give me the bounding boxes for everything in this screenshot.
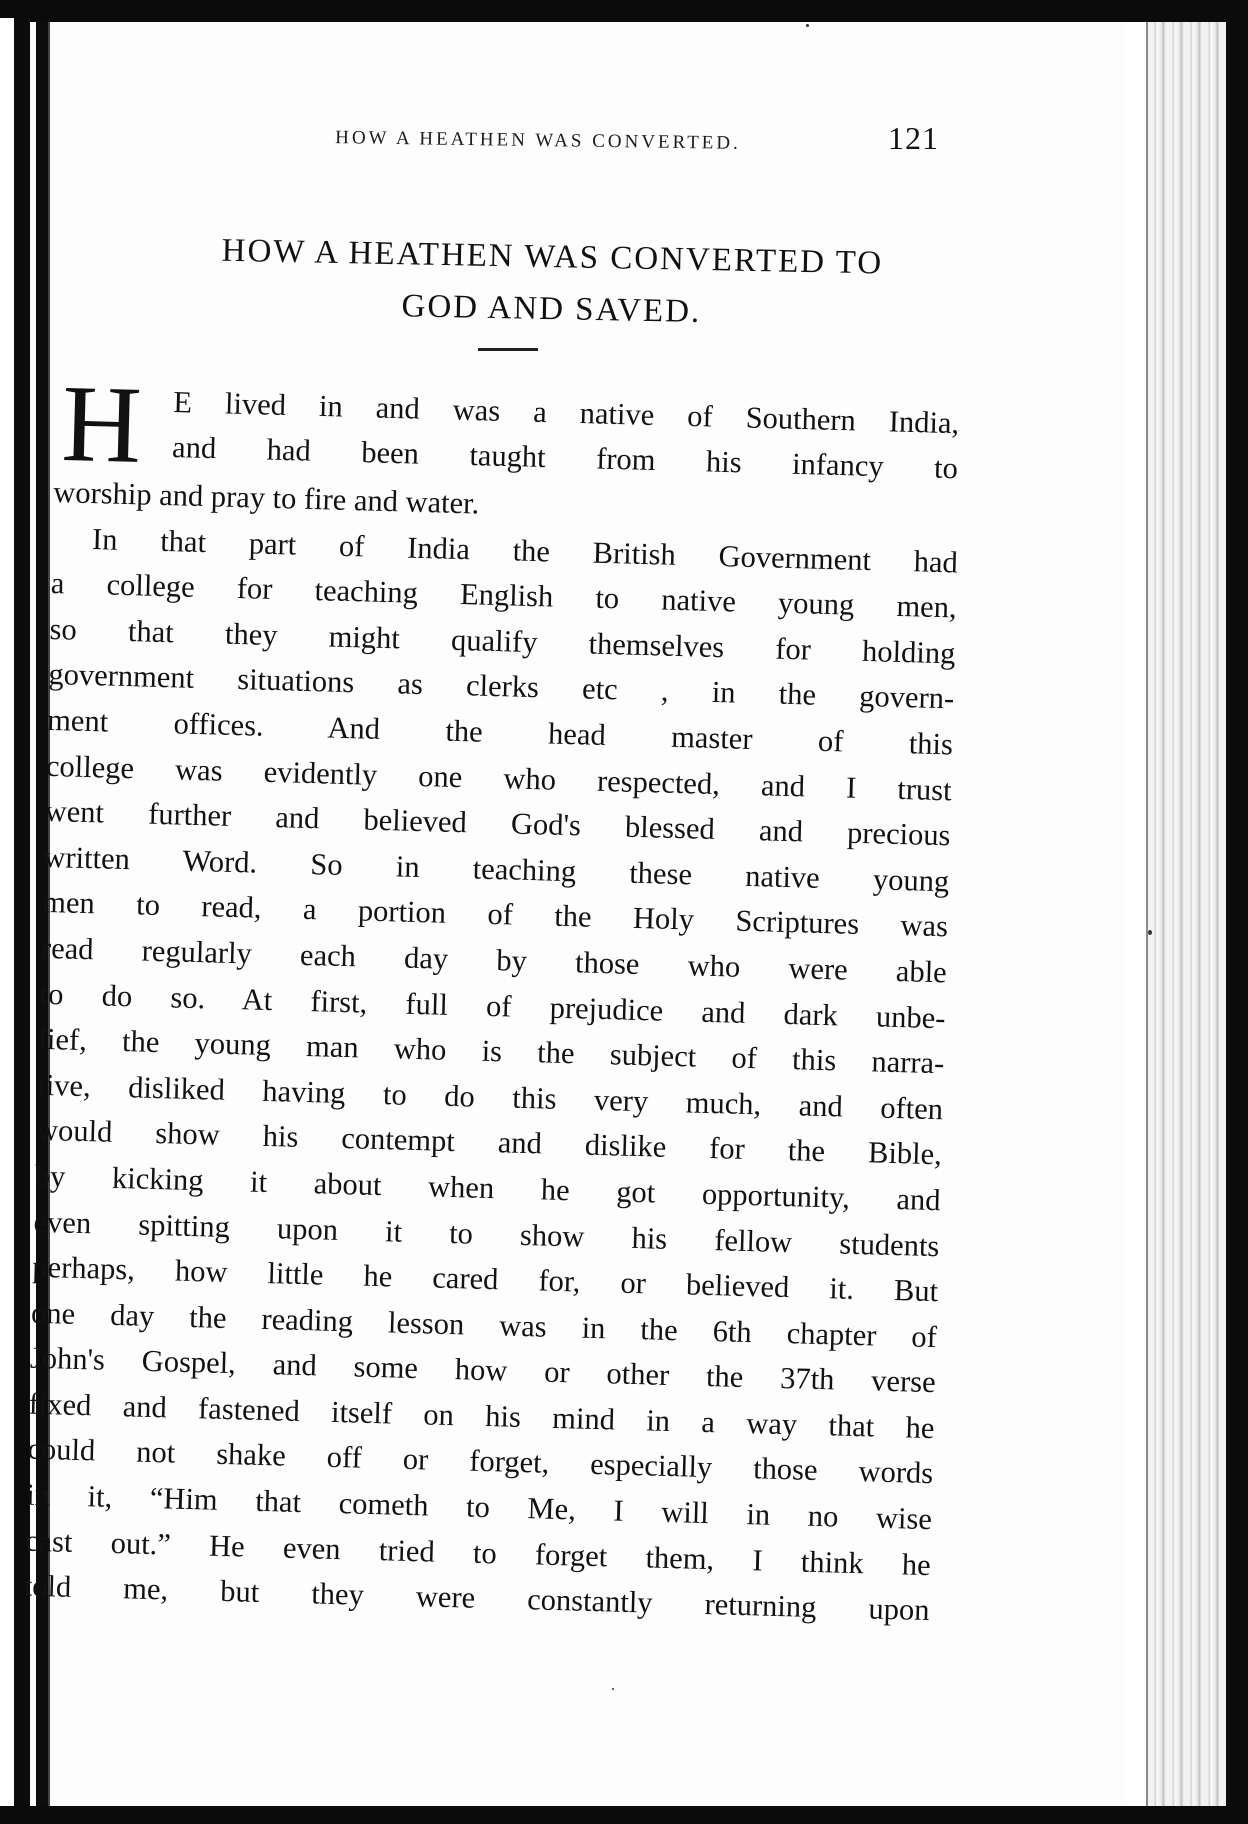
- drop-cap: H: [60, 361, 144, 487]
- body-text: [23, 470, 960, 1634]
- body-line: written Word. So in teaching these native young: [43, 839, 950, 899]
- body-line: by kicking it about when he got opportunity, and: [34, 1158, 942, 1218]
- chapter-title: [76, 222, 1028, 344]
- page-number: 121: [888, 120, 939, 156]
- scan-border-bottom: [0, 1806, 1248, 1824]
- body-line: read regularly each day by those who were able: [40, 930, 948, 990]
- body-line: went further and believed God's blessed and precious: [44, 794, 951, 853]
- scan-border-right: [1226, 0, 1248, 1824]
- scan-speck: [612, 1688, 614, 1690]
- body-line: could not shake off or forget, especially those words: [27, 1432, 934, 1491]
- body-line: tive, disliked having to do this very much, and often: [36, 1067, 944, 1126]
- body-line: one day the reading lesson was in the 6th chapter of: [30, 1295, 938, 1354]
- body-line: and had been taught from his infancy to: [171, 430, 959, 486]
- body-line: In that part of India the British Government had: [91, 521, 959, 580]
- body-line: would show his contempt and dislike for the Bible,: [35, 1113, 943, 1172]
- body-line: perhaps, how little he cared for, or believed it. But: [31, 1249, 939, 1309]
- body-line: cast out.” He even tried to forget them, I think he: [24, 1523, 932, 1582]
- body-line: ment offices. And the head master of this: [46, 702, 954, 762]
- scan-speck: [806, 24, 809, 27]
- body-line: lief, the young man who is the subject of this narra-: [38, 1021, 945, 1081]
- body-line: told me, but they were constantly returning upon: [23, 1568, 930, 1628]
- chapter-title-line-2: GOD AND SAVED.: [401, 288, 702, 330]
- body-line: worship and pray to fire and water.: [52, 474, 480, 521]
- body-line: college was evidently one who respected, and I trust: [45, 748, 953, 807]
- body-line: to do so. At first, full of prejudice and dark unbe-: [39, 976, 946, 1035]
- scan-border-top: [0, 0, 1248, 22]
- body-line: fixed and fastened itself on his mind in a way that he: [28, 1386, 935, 1446]
- body-line: government situations as clerks etc , in the govern-: [48, 657, 955, 716]
- body-line: so that they might qualify themselves for holding: [49, 611, 956, 671]
- facing-page-edge: [0, 18, 14, 1824]
- chapter-title-line-1: HOW A HEATHEN WAS CONVERTED TO: [221, 232, 884, 282]
- page-block-edge: [1146, 22, 1226, 1824]
- body-line: in it, “Him that cometh to Me, I will in no wise: [25, 1477, 933, 1537]
- body-line: men to read, a portion of the Holy Scriptures was: [41, 885, 949, 944]
- running-head: HOW A HEATHEN WAS CONVERTED.: [335, 127, 741, 154]
- body-line: a college for teaching English to native young men,: [50, 566, 958, 625]
- body-line: John's Gospel, and some how or other the 37th verse: [29, 1340, 937, 1400]
- title-rule: [478, 348, 538, 351]
- body-line: E lived in and was a native of Southern India,: [172, 384, 960, 441]
- scan-speck: [1148, 930, 1152, 935]
- body-line: even spitting upon it to show his fellow students: [33, 1204, 940, 1263]
